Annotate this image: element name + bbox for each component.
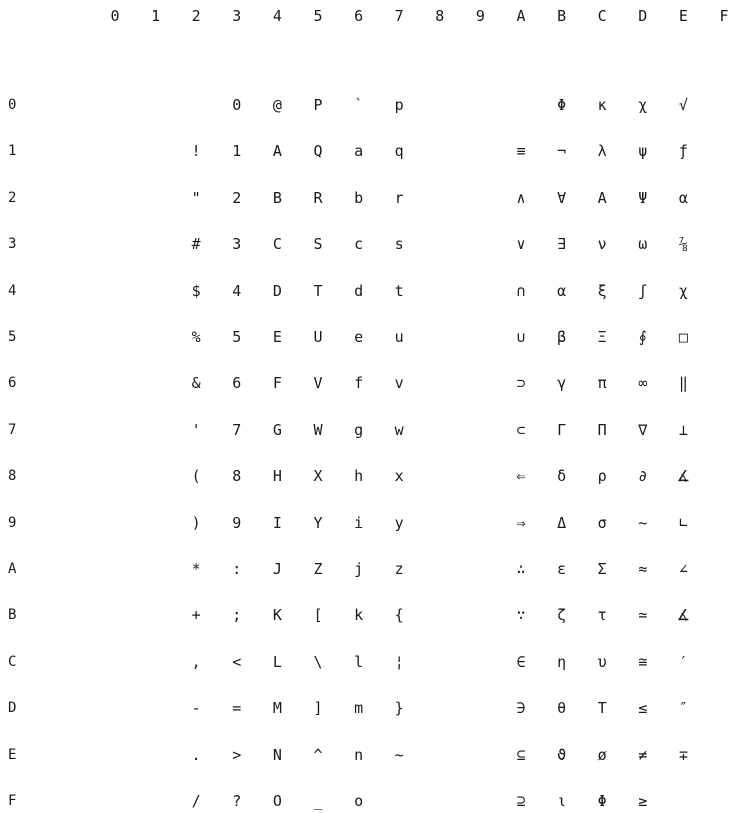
glyph-cell: 0 xyxy=(232,96,242,114)
glyph-cell: κ xyxy=(597,96,607,114)
glyph-cell: ω xyxy=(638,235,648,254)
glyph-cell: ∓ xyxy=(678,745,688,764)
glyph-cell: ∈ xyxy=(516,652,526,671)
glyph-cell: m xyxy=(354,699,364,718)
glyph-cell: : xyxy=(232,560,242,578)
glyph-cell: ≃ xyxy=(638,606,648,625)
glyph-cell: ∞ xyxy=(638,374,648,393)
glyph-cell: 9 xyxy=(232,513,242,532)
glyph-cell: ' xyxy=(191,420,201,439)
glyph-cell: R xyxy=(313,188,323,207)
glyph-cell: d xyxy=(354,281,364,300)
glyph-cell: l xyxy=(354,652,364,671)
glyph-cell: ¬ xyxy=(557,142,567,161)
glyph-cell: # xyxy=(191,235,201,254)
glyph-cell: ρ xyxy=(597,467,607,486)
glyph-cell: λ xyxy=(597,142,607,161)
glyph-cell: S xyxy=(313,235,323,254)
glyph-cell: t xyxy=(394,281,404,300)
glyph-cell: @ xyxy=(272,96,282,114)
glyph-cell: ⊆ xyxy=(516,745,526,764)
glyph-cell: ∴ xyxy=(516,560,526,578)
column-header: 2 xyxy=(191,7,201,25)
row-header: 6 xyxy=(8,375,17,392)
glyph-cell: ′ xyxy=(678,652,688,671)
glyph-cell: y xyxy=(394,513,404,532)
glyph-cell: c xyxy=(354,235,364,254)
glyph-cell: D xyxy=(272,281,282,300)
row-header: 8 xyxy=(8,468,17,485)
glyph-cell: 5 xyxy=(232,328,242,346)
glyph-cell: ∟ xyxy=(678,513,688,532)
glyph-cell: Q xyxy=(313,142,323,161)
glyph-cell: * xyxy=(191,560,201,578)
glyph-cell: ; xyxy=(232,606,242,625)
row-header: A xyxy=(8,561,17,577)
glyph-cell: F xyxy=(272,374,282,393)
glyph-cell: Α xyxy=(597,188,607,207)
glyph-cell: ∃ xyxy=(557,235,567,254)
glyph-cell: □ xyxy=(678,328,688,346)
glyph-cell: N xyxy=(272,745,282,764)
glyph-cell: ∧ xyxy=(516,188,526,207)
glyph-cell: ! xyxy=(191,142,201,161)
glyph-cell: Π xyxy=(597,420,607,439)
glyph-cell: ≡ xyxy=(516,142,526,161)
glyph-cell: > xyxy=(232,745,242,764)
glyph-cell: L xyxy=(272,652,282,671)
row-header: C xyxy=(8,653,17,670)
glyph-cell: ≅ xyxy=(638,652,648,671)
glyph-cell: - xyxy=(191,699,201,718)
glyph-cell: ∋ xyxy=(516,699,526,718)
glyph-cell: π xyxy=(597,374,607,393)
glyph-cell: 2 xyxy=(232,188,242,207)
glyph-cell: χ xyxy=(638,96,648,114)
row-header: 9 xyxy=(8,514,17,531)
glyph-cell: ν xyxy=(597,235,607,254)
glyph-cell: ~ xyxy=(394,745,404,764)
glyph-cell: K xyxy=(272,606,282,625)
glyph-cell: x xyxy=(394,467,404,486)
glyph-cell: q xyxy=(394,142,404,161)
column-header: E xyxy=(678,7,688,25)
glyph-cell: ʃ xyxy=(638,281,648,300)
glyph-cell: Σ xyxy=(597,560,607,578)
glyph-cell: z xyxy=(394,560,404,578)
glyph-cell: ϑ xyxy=(557,745,567,764)
glyph-cell: [ xyxy=(313,606,323,625)
glyph-cell: ∡ xyxy=(676,467,691,486)
row-header: 3 xyxy=(8,236,17,253)
glyph-cell: p xyxy=(394,96,404,114)
glyph-cell: ι xyxy=(557,792,567,810)
column-header: 5 xyxy=(313,7,323,25)
glyph-cell: 1 xyxy=(232,142,242,161)
glyph-cell: ⇒ xyxy=(516,513,526,532)
row-header: F xyxy=(8,793,17,809)
glyph-cell: ∪ xyxy=(516,328,526,346)
glyph-cell: O xyxy=(272,792,282,810)
glyph-cell: ∮ xyxy=(638,328,647,346)
glyph-cell: h xyxy=(354,467,364,486)
glyph-cell: P xyxy=(313,96,323,114)
glyph-cell: Γ xyxy=(557,420,567,439)
glyph-cell: Ξ xyxy=(597,328,607,346)
glyph-cell: ] xyxy=(313,699,323,718)
glyph-cell: ‖ xyxy=(678,374,688,393)
glyph-cell: J xyxy=(272,560,282,578)
glyph-cell: U xyxy=(313,328,323,346)
glyph-cell: b xyxy=(354,188,364,207)
glyph-cell: ⊇ xyxy=(516,792,526,810)
glyph-cell: H xyxy=(272,467,282,486)
glyph-cell: , xyxy=(191,652,201,671)
glyph-cell: χ xyxy=(678,281,688,300)
glyph-cell: 8 xyxy=(232,467,242,486)
glyph-cell: θ xyxy=(557,699,567,718)
glyph-cell: = xyxy=(232,699,242,718)
glyph-cell: ≈ xyxy=(638,560,648,578)
glyph-cell: ¦ xyxy=(394,652,404,671)
glyph-cell: Z xyxy=(313,560,323,578)
glyph-cell: { xyxy=(394,606,404,625)
glyph-cell: " xyxy=(191,188,201,207)
glyph-cell: 7 xyxy=(232,420,242,439)
row-header: 2 xyxy=(8,189,17,206)
row-header: 5 xyxy=(8,329,17,345)
glyph-cell: j xyxy=(354,560,364,578)
column-header: 3 xyxy=(232,7,242,25)
glyph-cell: g xyxy=(354,420,364,439)
column-header: F xyxy=(719,7,729,25)
glyph-cell: & xyxy=(191,374,201,393)
glyph-cell: ƒ xyxy=(678,142,688,161)
row-header: 4 xyxy=(8,282,17,299)
glyph-cell: ″ xyxy=(678,699,688,718)
glyph-cell: 6 xyxy=(232,374,242,393)
glyph-cell: A xyxy=(272,142,282,161)
glyph-cell: ∀ xyxy=(557,188,567,207)
glyph-cell: C xyxy=(272,235,282,254)
glyph-cell: τ xyxy=(597,606,607,625)
glyph-cell: i xyxy=(354,513,364,532)
column-header: D xyxy=(638,7,648,25)
glyph-cell: } xyxy=(394,699,404,718)
column-header: 6 xyxy=(354,7,364,25)
glyph-cell: ø xyxy=(597,745,607,764)
glyph-cell: a xyxy=(354,142,364,161)
column-header: 0 xyxy=(110,7,120,25)
glyph-cell: ∨ xyxy=(516,235,526,254)
glyph-cell: u xyxy=(394,328,404,346)
glyph-cell: B xyxy=(272,188,282,207)
glyph-cell: ≥ xyxy=(638,792,648,810)
row-header: B xyxy=(8,607,17,624)
glyph-cell: v xyxy=(394,374,404,393)
glyph-cell: ∵ xyxy=(516,606,526,625)
glyph-cell: % xyxy=(191,328,201,346)
glyph-cell: W xyxy=(313,420,323,439)
glyph-cell: ⅞ xyxy=(678,235,688,254)
glyph-cell: ∂ xyxy=(638,467,648,486)
glyph-cell: G xyxy=(272,420,282,439)
glyph-cell: Φ xyxy=(557,96,567,114)
glyph-cell: ⇐ xyxy=(516,467,526,486)
glyph-cell: ) xyxy=(191,513,201,532)
glyph-cell: ∩ xyxy=(516,281,526,300)
glyph-cell: I xyxy=(272,513,282,532)
column-header: C xyxy=(597,7,607,25)
glyph-cell: s xyxy=(394,235,404,254)
glyph-cell: ` xyxy=(354,96,364,114)
glyph-cell: ⊃ xyxy=(516,374,526,393)
row-header: D xyxy=(8,700,17,717)
glyph-cell: η xyxy=(557,652,567,671)
glyph-cell: ζ xyxy=(557,606,567,625)
glyph-cell: Φ xyxy=(597,792,607,810)
glyph-cell: ξ xyxy=(597,281,607,300)
column-header: B xyxy=(557,7,567,25)
glyph-cell: √ xyxy=(678,96,688,114)
glyph-cell: ψ xyxy=(638,142,648,161)
glyph-cell: 3 xyxy=(232,235,242,254)
glyph-cell: \ xyxy=(313,652,323,671)
glyph-cell: w xyxy=(394,420,404,439)
column-header: 4 xyxy=(272,7,282,25)
glyph-cell: ≤ xyxy=(638,699,648,718)
glyph-cell: E xyxy=(272,328,282,346)
glyph-cell: ∠ xyxy=(678,560,688,578)
glyph-cell: r xyxy=(394,188,404,207)
glyph-cell: / xyxy=(191,792,201,810)
glyph-cell: Ψ xyxy=(638,188,648,207)
glyph-cell: α xyxy=(678,188,688,207)
glyph-cell: Τ xyxy=(597,699,607,718)
glyph-cell: + xyxy=(191,606,201,625)
glyph-cell: ≠ xyxy=(638,745,648,764)
glyph-cell: ⊥ xyxy=(678,420,688,439)
glyph-cell: _ xyxy=(313,792,323,810)
row-header: 0 xyxy=(8,97,17,113)
column-header: 1 xyxy=(151,7,161,25)
glyph-cell: ^ xyxy=(313,745,323,764)
glyph-cell: ε xyxy=(557,560,567,578)
glyph-cell: < xyxy=(232,652,242,671)
glyph-cell: Y xyxy=(313,513,323,532)
glyph-cell: o xyxy=(354,792,364,810)
glyph-cell: ~ xyxy=(638,513,648,532)
glyph-cell: Δ xyxy=(557,513,567,532)
glyph-cell: . xyxy=(191,745,201,764)
glyph-cell: α xyxy=(557,281,567,300)
glyph-cell: δ xyxy=(557,467,567,486)
column-header: 8 xyxy=(435,7,445,25)
glyph-cell: e xyxy=(354,328,364,346)
glyph-cell: $ xyxy=(191,281,201,300)
glyph-cell: ∡ xyxy=(676,606,691,625)
glyph-cell: ⊂ xyxy=(516,420,526,439)
glyph-cell: ( xyxy=(191,467,201,486)
column-header: 7 xyxy=(394,7,404,25)
glyph-cell: ? xyxy=(232,792,242,810)
glyph-cell: γ xyxy=(557,374,567,393)
column-header: 9 xyxy=(475,7,485,25)
glyph-cell: υ xyxy=(597,652,607,671)
row-header: 7 xyxy=(8,421,17,438)
glyph-cell: V xyxy=(313,374,323,393)
glyph-cell: X xyxy=(313,467,323,486)
glyph-cell: σ xyxy=(597,513,607,532)
row-header: 1 xyxy=(8,143,17,160)
glyph-cell: 4 xyxy=(232,281,242,300)
glyph-cell: n xyxy=(354,745,364,764)
glyph-cell: k xyxy=(354,606,364,625)
glyph-cell: M xyxy=(272,699,282,718)
glyph-cell: f xyxy=(354,374,364,393)
column-header: A xyxy=(516,7,526,25)
glyph-cell: ∇ xyxy=(638,420,648,439)
row-header: E xyxy=(8,746,17,763)
glyph-cell: β xyxy=(557,328,567,346)
glyph-cell: T xyxy=(313,281,323,300)
